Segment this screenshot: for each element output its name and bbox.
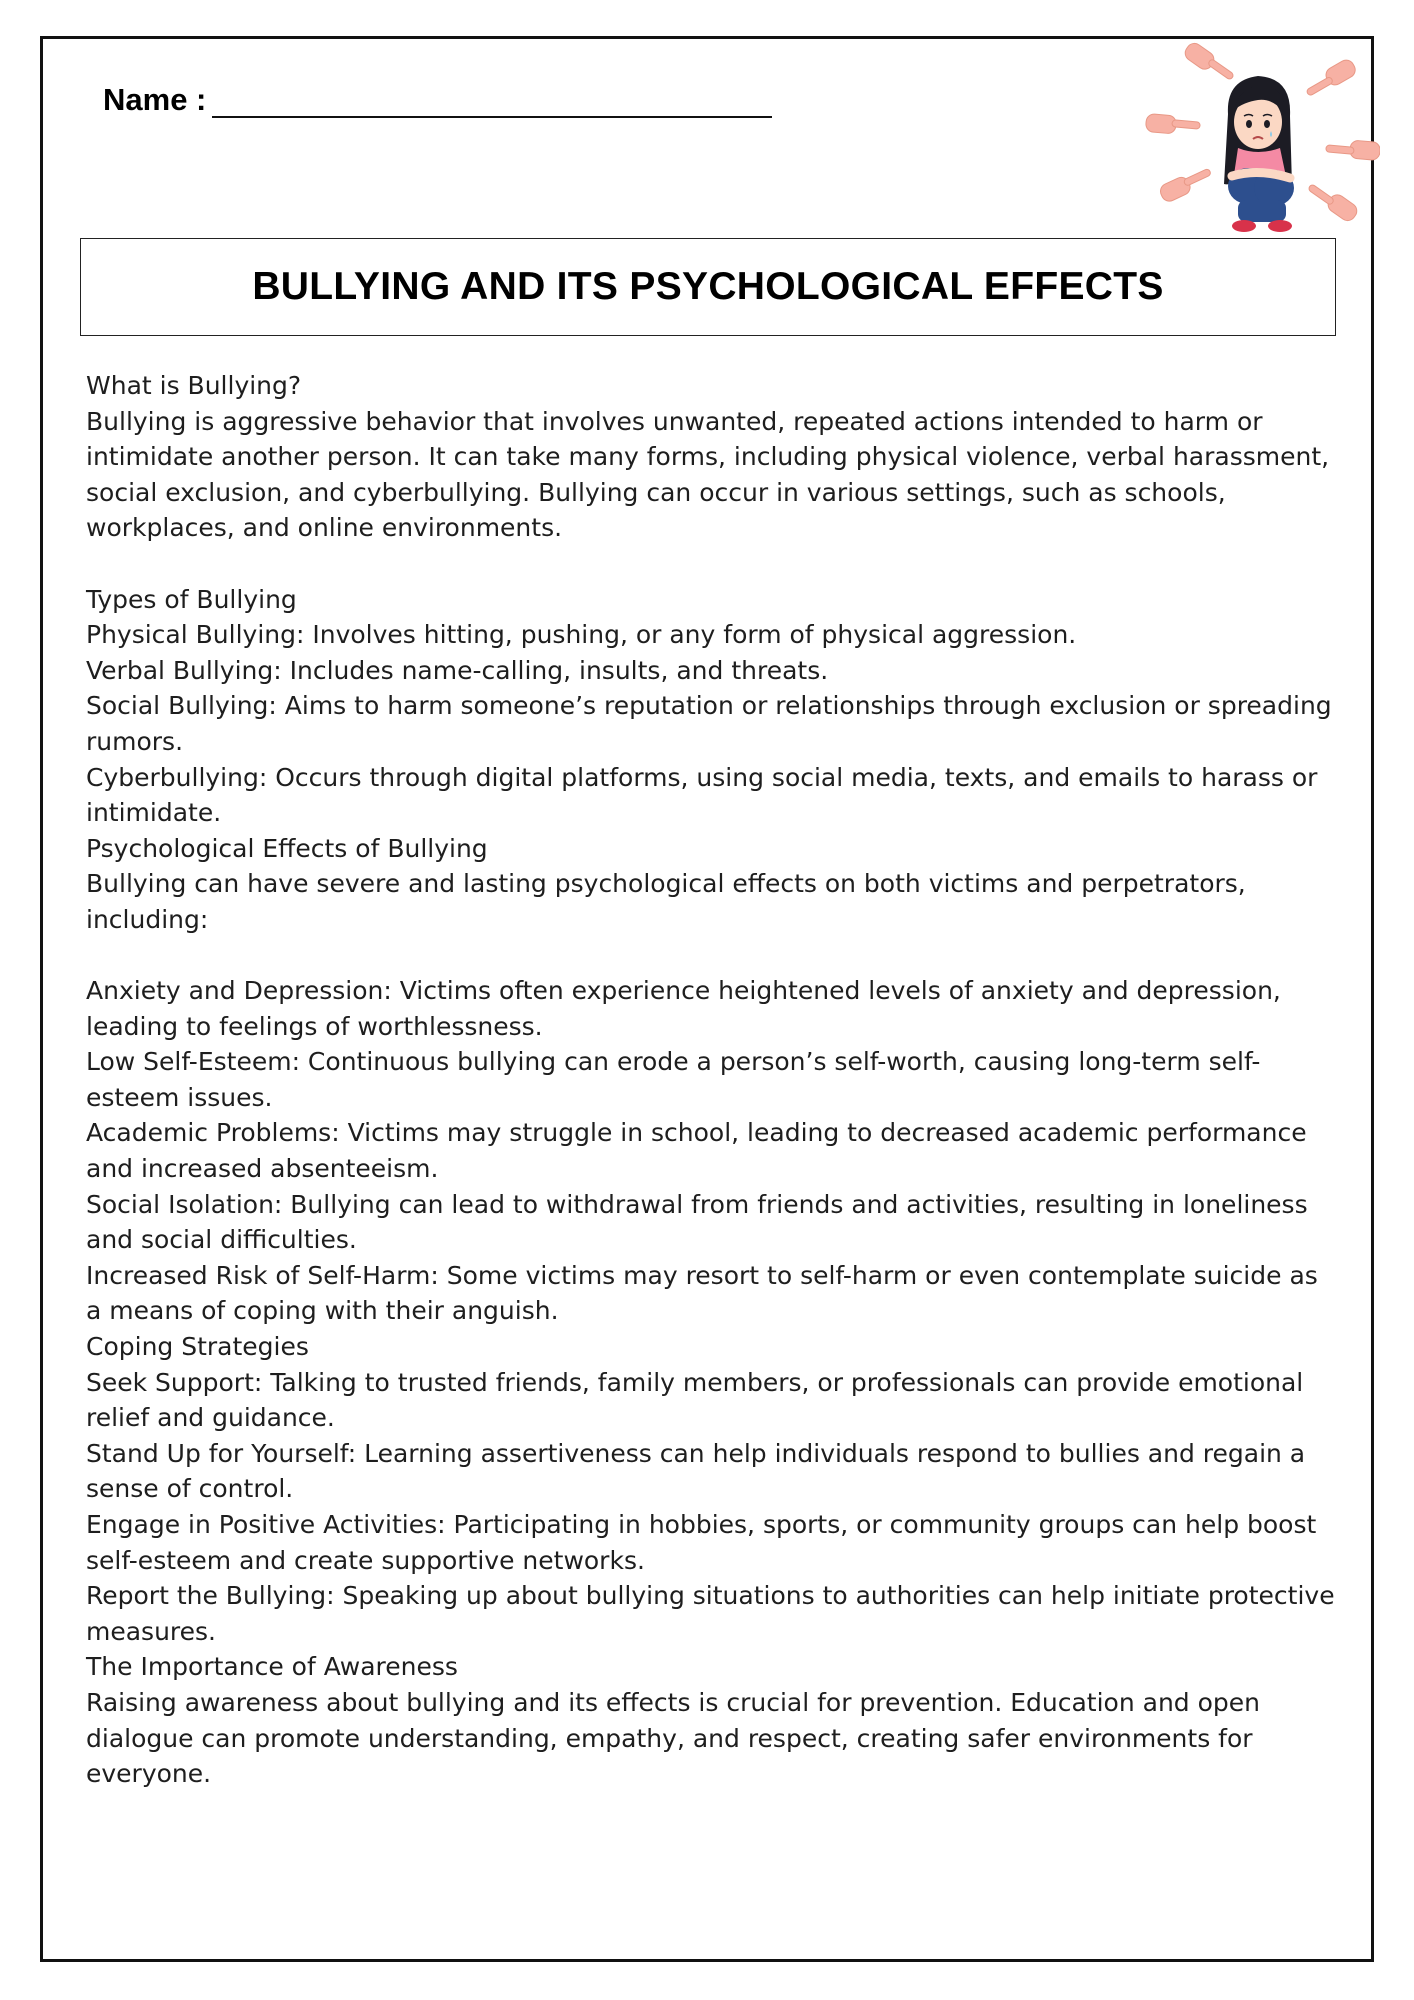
list-item-type: Verbal Bullying: Includes name-calling, insults, and threats. [86,655,829,685]
list-item-coping: Stand Up for Yourself: Learning assertiveness can help individuals respond to bullies and regain a sense of control. [86,1438,1306,1504]
list-item-effect: Increased Risk of Self-Harm: Some victims may resort to self-harm or even contemplate suicide as a means of coping with their anguish. [86,1260,1318,1326]
list-item-effect: Anxiety and Depression: Victims often experience heightened levels of anxiety and depression, leading to feelings of worthlessness. [86,976,1281,1041]
name-input-line[interactable] [212,82,772,118]
paragraph-effects-intro: Bullying can have severe and lasting psychological effects on both victims and perpetrators, including: [86,869,1246,934]
list-item-type: Physical Bullying: Involves hitting, pushing, or any form of physical aggression. [86,620,1077,650]
paragraph-awareness: Raising awareness about bullying and its effects is crucial for prevention. Education and open dialogue can promote understanding, empathy, and respect, creating safer environments for everyone. [86,1687,1260,1789]
paragraph-spacer [86,546,1336,582]
list-item-coping: Engage in Positive Activities: Participating in hobbies, sports, or community groups can help boost self-esteem and create supportive networks. [86,1510,1317,1575]
title-box [80,238,1336,336]
list-item-coping: Report the Bullying: Speaking up about bullying situations to authorities can help initiate protective measures. [86,1581,1335,1646]
paragraph-what: Bullying is aggressive behavior that involves unwanted, repeated actions intended to harm or intimidate another person. It can take many forms, including physical violence, verbal harassment, social exclusion, and cyberbullying. Bullying can occur in various settings, such as schools, workplaces, and online environments. [86,406,1330,543]
list-item-effect: Low Self-Esteem: Continuous bullying can erode a person’s self-worth, causing long-term self-esteem issues. [86,1047,1261,1112]
page-title: BULLYING AND ITS PSYCHOLOGICAL EFFECTS [252,265,1164,308]
list-item-effect: Social Isolation: Bullying can lead to withdrawal from friends and activities, resulting in loneliness and social difficulties. [86,1189,1308,1255]
name-label: Name : [103,82,207,117]
list-item-coping: Seek Support: Talking to trusted friends, family members, or professionals can provide emotional relief and guidance. [86,1367,1304,1433]
section-heading-what: What is Bullying? [86,371,302,400]
paragraph-spacer [86,938,1336,974]
section-heading-coping: Coping Strategies [86,1332,309,1362]
sad-girl-pointed-at-icon [1140,36,1380,246]
list-item-type: Social Bullying: Aims to harm someone’s reputation or relationships through exclusion or spreading rumors. [86,691,1332,756]
section-heading-types: Types of Bullying [86,584,297,614]
list-item-type: Cyberbullying: Occurs through digital platforms, using social media, texts, and emails to harass or intimidate. [86,762,1318,828]
name-field-row [103,82,772,118]
list-item-effect: Academic Problems: Victims may struggle in school, leading to decreased academic performance and increased absenteeism. [86,1118,1307,1184]
article-body [86,368,1336,1792]
section-heading-awareness: The Importance of Awareness [86,1652,458,1682]
section-heading-effects: Psychological Effects of Bullying [86,833,488,863]
